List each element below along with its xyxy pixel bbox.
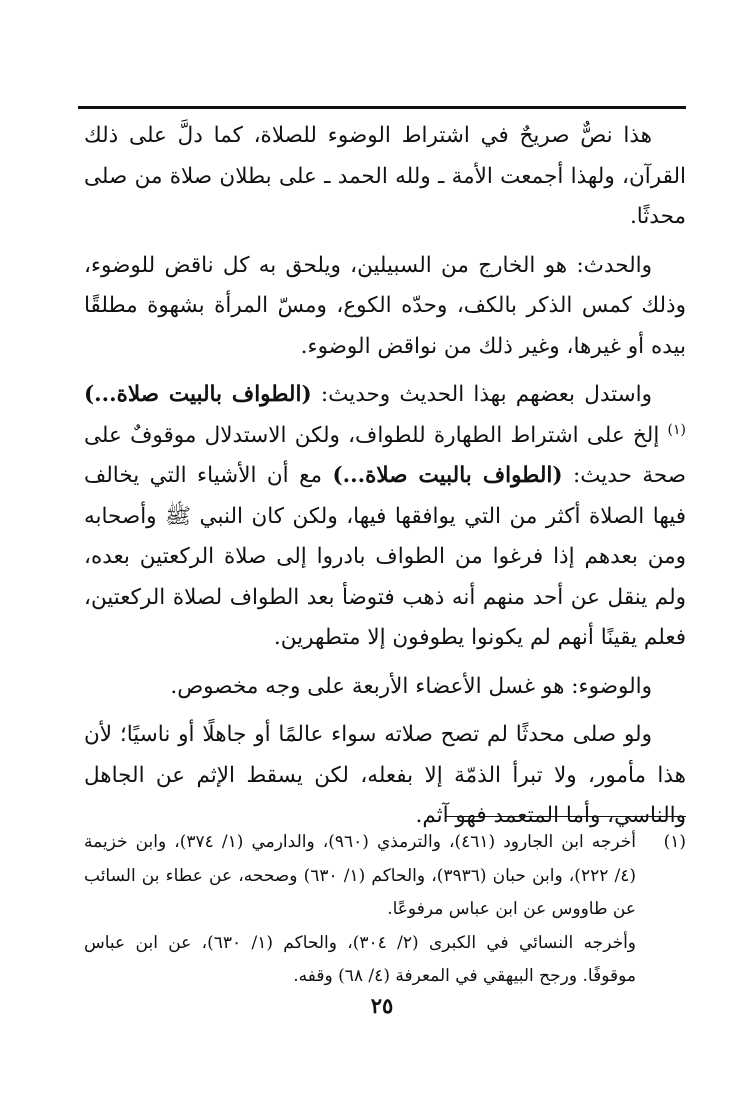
paragraph-3 [84,375,686,659]
paragraph-3-text-a: واستدل بعضهم بهذا الحديث وحديث: [311,382,653,407]
footnote-text-1: أخرجه ابن الجارود (٤٦١)، والترمذي (٩٦٠)، والدارمي (١/ ٣٧٤)، وابن خزيمة (٤/ ٢٢٢)، وابن حبان (٣٩٣٦)، والحاكم (١/ ٦٣٠) وصححه، عن عطاء بن السائب عن طاووس عن ابن عباس مرفوعًا. [84,832,636,919]
paragraph-3-text-b: إلخ على اشتراط الطهارة للطواف، ولكن الاستدلال موقوفٌ على صحة حديث: [84,422,686,488]
paragraph-3-text-c: مع أن الأشياء التي يخالف فيها الصلاة أكثر من التي يوافقها فيها، ولكن كان النبي ﷺ وأصحابه ومن بعدهم إذا فرغوا من الطواف بادروا إلى صلاة الركعتين بعده، ولم ينقل عن أحد منهم أنه ذهب فتوضأ بعد الطواف لصلاة الركعتين، فعلم يقينًا أنهم لم يكونوا يطوفون إلا متطهرين. [84,463,686,650]
main-text [84,116,686,845]
paragraph-1: هذا نصٌّ صريحٌ في اشتراط الوضوء للصلاة، كما دلَّ على ذلك القرآن، ولهذا أجمعت الأمة ـ ولله الحمد ـ على بطلان صلاة من صلى محدثًا. [84,123,686,229]
footnote-text-2: وأخرجه النسائي في الكبرى (٢/ ٣٠٤)، والحاكم (١/ ٦٣٠)، عن ابن عباس موقوفًا. ورجح البيهقي في المعرفة (٤/ ٦٨) وقفه. [84,932,637,986]
hadith-quote-1: (الطواف بالبيت صلاة...) [84,382,312,407]
hadith-quote-2: (الطواف بالبيت صلاة...) [332,463,563,488]
paragraph-4: والوضوء: هو غسل الأعضاء الأربعة على وجه مخصوص. [170,673,652,699]
page-number: ٢٥ [370,993,394,1018]
footnote-reference[interactable]: (١) [667,421,687,438]
footnote-separator [446,816,686,817]
paragraph-2: والحدث: هو الخارج من السبيلين، ويلحق به كل ناقض للوضوء، وذلك كمس الذكر بالكف، وحدّه الكوع، ومسّ المرأة بشهوة مطلقًا بيده أو غيرها، وغير ذلك من نواقض الوضوء. [84,252,686,359]
footnote-number: (١) [663,832,686,852]
footnotes [84,826,686,994]
paragraph-5: ولو صلى محدثًا لم تصح صلاته سواء عالمًا أو جاهلًا أو ناسيًا؛ لأن هذا مأمور، ولا تبرأ الذمّة إلا بفعله، لكن يسقط الإثم عن الجاهل والناسي، وأما المتعمد فهو آثم. [84,722,686,828]
footnote-1 [84,826,686,994]
book-page [78,88,686,1048]
header-rule [78,106,686,109]
